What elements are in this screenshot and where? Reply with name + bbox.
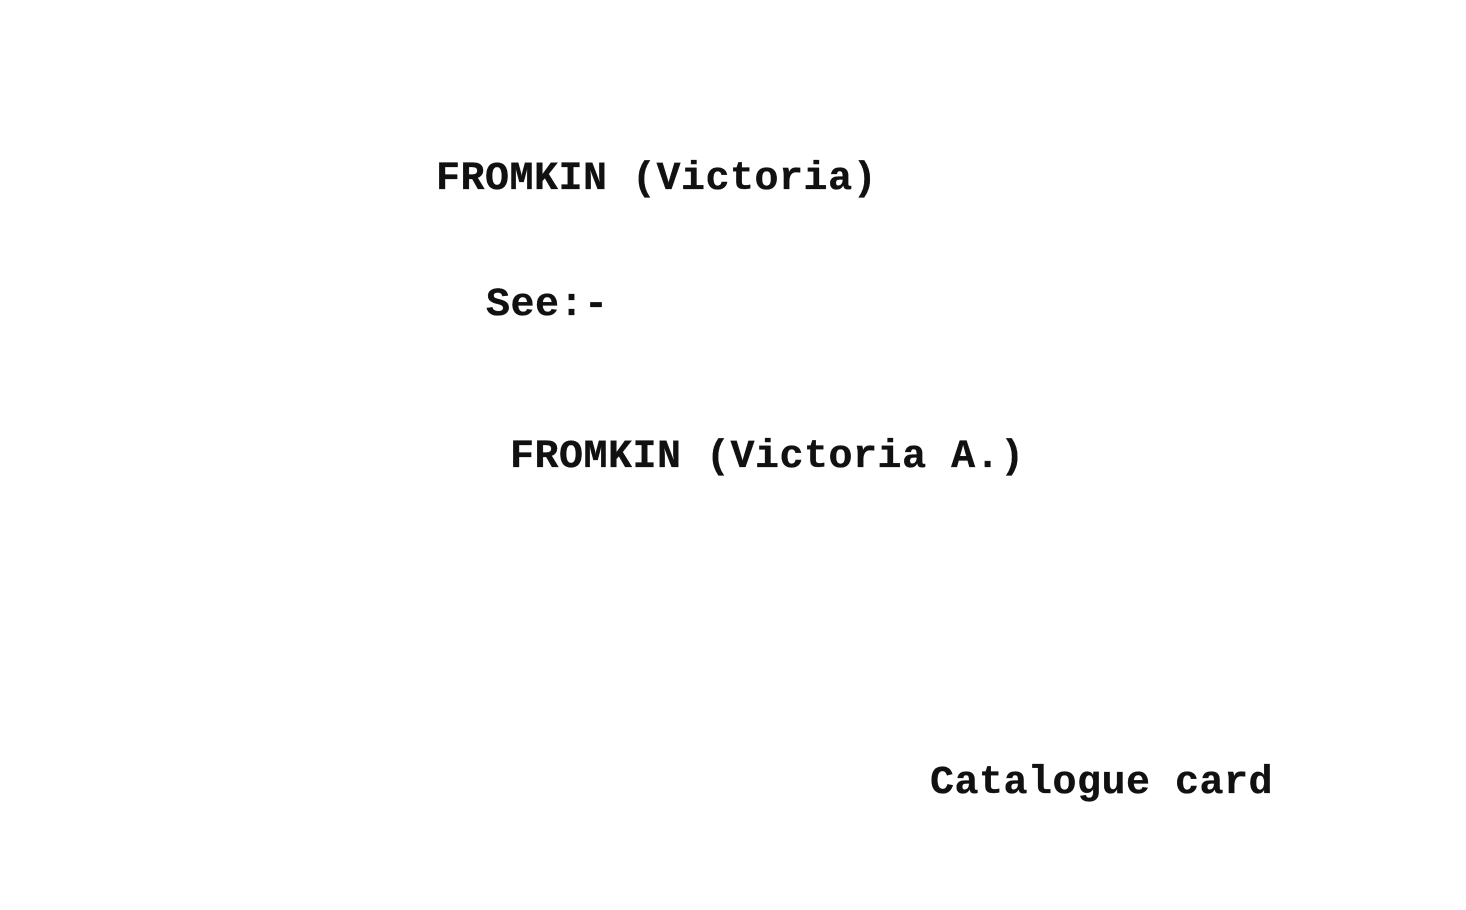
cross-reference: FROMKIN (Victoria A.) [510, 435, 1025, 480]
card-heading: FROMKIN (Victoria) [436, 157, 878, 202]
card-footer-label: Catalogue card [930, 761, 1274, 806]
see-label: See:- [486, 283, 609, 328]
